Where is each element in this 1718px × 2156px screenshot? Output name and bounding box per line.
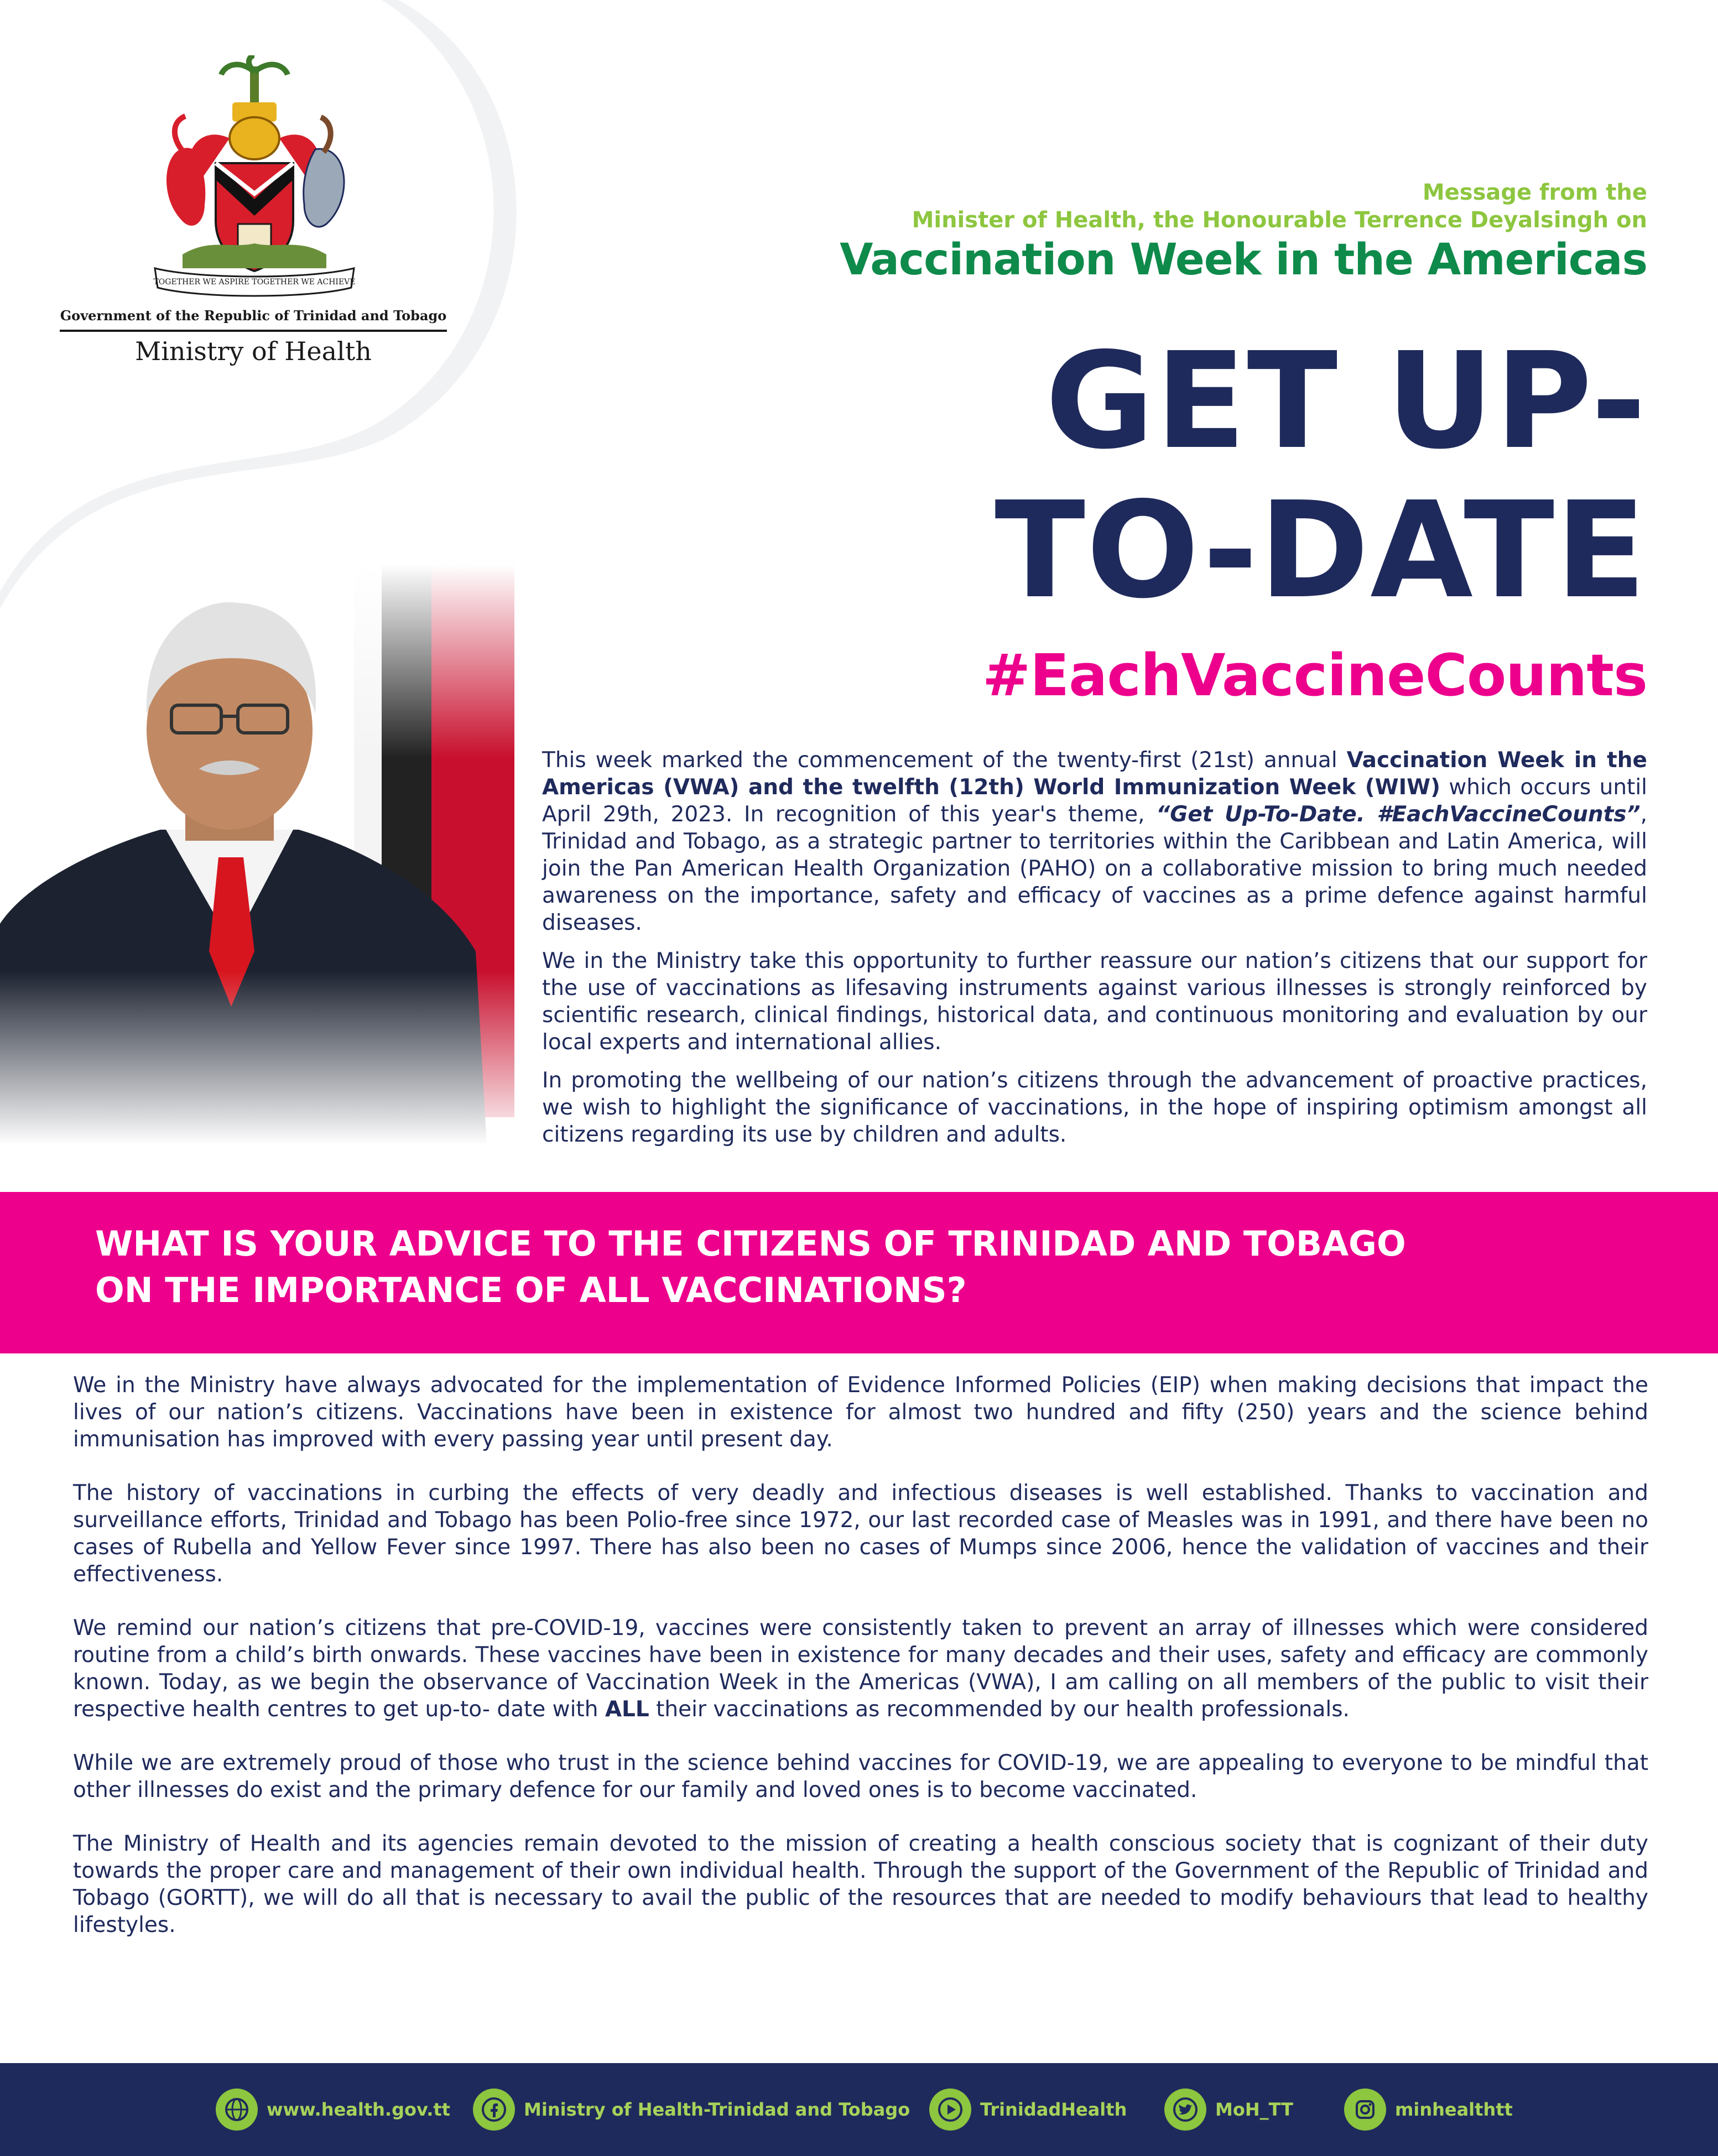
facebook-label: Ministry of Health-Trinidad and Tobago: [524, 2099, 910, 2120]
coat-of-arms-logo: [133, 55, 376, 299]
body-paragraph-2: The history of vaccinations in curbing the effects of very deadly and infectious diseases is well established. Thanks to vaccination and surveillance efforts, Trinidad and Tobago has been Polio-free since 1972, our last recorded case of Measles was in 1991, and there have been no cases of Rubella and Yellow Fever since 1997. There has also been no cases of Mumps since 2006, hence the validation of vaccines and their effectiveness.: [73, 1481, 1648, 1587]
question-line-2: ON THE IMPORTANCE OF ALL VACCINATIONS?: [95, 1270, 967, 1310]
facebook-icon: [473, 2089, 515, 2131]
footer-twitter-link[interactable]: [1164, 2089, 1293, 2131]
intro-p1-c: which occurs until April 29th, 2023. In recognition of this year's theme,: [542, 775, 1647, 827]
coat-of-arms-motto: TOGETHER WE ASPIRE TOGETHER WE ACHIEVE: [153, 278, 356, 287]
body-paragraph-1: We in the Ministry have always advocated for the implementation of Evidence Informed Policies (EIP) when making decisions that impact the lives of our nation’s citizens. Vaccinations have been in existence for almost two hundred and fifty (250) years and the science behind immunisation has improved with every passing year until present day.: [73, 1373, 1648, 1452]
footer-bar: [0, 2063, 1718, 2156]
intro-p1-bold: Vaccination Week in the Americas (VWA) and the twelfth (12th) World Immunization Week (WIW): [542, 748, 1647, 800]
body-p3-c: their vaccinations as recommended by our health professionals.: [649, 1697, 1350, 1722]
body-paragraph-3: [73, 1615, 1648, 1723]
answer-text: [73, 1372, 1648, 1965]
intro-p1-theme: “Get Up-To-Date. #EachVaccineCounts”: [1156, 802, 1641, 827]
youtube-label: TrinidadHealth: [980, 2099, 1127, 2120]
intro-text: [542, 747, 1647, 1159]
body-p3-a: We remind our nation’s citizens that pre-COVID-19, vaccines were consistently taken to prevent an array of illnesses which were considered routine from a child’s birth onwards. These vaccines have been in existence for many decades and their uses, safety and efficacy are commonly known. Today, as we begin the observance of Vaccination Week in the Americas (VWA), I am calling on all members of the public to visit their respective health centres to get up-to- date with: [73, 1616, 1648, 1722]
instagram-label: minhealthtt: [1395, 2099, 1513, 2120]
header-divider: [60, 330, 447, 332]
footer-website-link[interactable]: [216, 2089, 450, 2131]
headline: [873, 324, 1647, 628]
intro-paragraph-2: We in the Ministry take this opportunity to further reassure our nation’s citizens that our support for the use of vaccinations as lifesaving instruments against various illnesses is strongly reinforced by scientific research, clinical findings, historical data, and continuous monitoring and evaluation by our local experts and international allies.: [542, 949, 1647, 1055]
body-paragraph-4: While we are extremely proud of those who trust in the science behind vaccines for COVID-19, we are appealing to everyone to be mindful that other illnesses do exist and the primary defence for our family and loved ones is to become vaccinated.: [73, 1751, 1648, 1803]
body-p3-bold: ALL: [605, 1697, 649, 1722]
intro-p1-a: This week marked the commencement of the twenty-first (21st) annual: [542, 748, 1347, 773]
website-label: www.health.gov.tt: [267, 2099, 450, 2120]
globe-icon: [216, 2089, 258, 2131]
event-title: Vaccination Week in the Americas: [840, 235, 1647, 285]
message-from-line: Message from the: [1422, 180, 1647, 205]
minister-line: Minister of Health, the Honourable Terrence Deyalsingh on: [912, 207, 1647, 233]
ministry-name: Ministry of Health: [135, 336, 372, 366]
intro-paragraph-1: [542, 747, 1647, 936]
question-band: [0, 1192, 1718, 1353]
intro-p1-e: , Trinidad and Tobago, as a strategic partner to territories within the Caribbean and Latin America, will join the Pan American Health Organization (PAHO) on a collaborative mission to bring much needed awareness on the importance, safety and efficacy of vaccines as a prime defence against harmful diseases.: [542, 802, 1647, 935]
twitter-label: MoH_TT: [1215, 2099, 1293, 2120]
intro-paragraph-3: In promoting the wellbeing of our nation’s citizens through the advancement of proactive practices, we wish to highlight the significance of vaccinations, in the hope of inspiring optimism amongst all citizens regarding its use by children and adults.: [542, 1068, 1647, 1147]
body-paragraph-5: The Ministry of Health and its agencies remain devoted to the mission of creating a health conscious society that is cognizant of their duty towards the proper care and management of their own individual health. Through the support of the Government of the Republic of Trinidad and Tobago (GORTT), we will do all that is necessary to avail the public of the resources that are needed to modify behaviours that lead to healthy lifestyles.: [73, 1831, 1648, 1938]
footer-facebook-link[interactable]: [473, 2089, 910, 2131]
government-line: Government of the Republic of Trinidad and Tobago: [60, 308, 447, 324]
minister-portrait: [0, 564, 514, 1145]
question-heading: [95, 1221, 1644, 1314]
youtube-icon: [929, 2089, 971, 2131]
headline-line-1: GET UP-: [1045, 324, 1647, 478]
question-line-1: WHAT IS YOUR ADVICE TO THE CITIZENS OF TRINIDAD AND TOBAGO: [95, 1223, 1406, 1264]
footer-instagram-link[interactable]: [1344, 2089, 1513, 2131]
campaign-hashtag: #EachVaccineCounts: [982, 642, 1647, 709]
instagram-icon: [1344, 2089, 1386, 2131]
twitter-icon: [1164, 2089, 1206, 2131]
footer-youtube-link[interactable]: [929, 2089, 1127, 2131]
headline-line-2: TO-DATE: [995, 473, 1647, 628]
